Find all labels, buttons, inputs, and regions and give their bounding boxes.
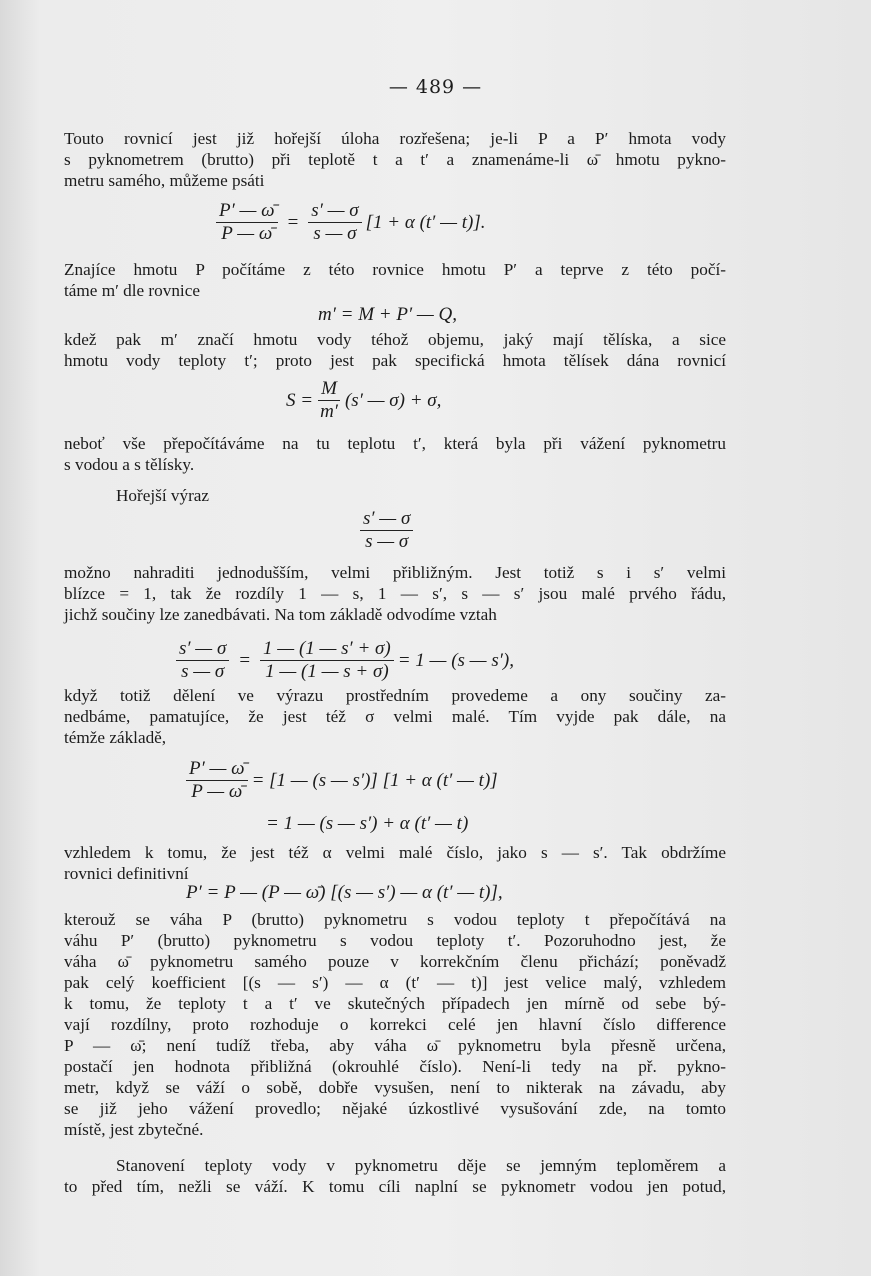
- equation-tail: [1 + α (t′ — t)].: [365, 211, 486, 233]
- text-line: váhu P′ (brutto) pyknometru s vodou teploty t′. Pozoruhodno jest, že: [64, 931, 726, 950]
- text-line: možno nahraditi jednodušším, velmi přibližným. Jest totiž s i s′ velmi: [64, 563, 726, 582]
- equation-text: m′ = M + P′ — Q,: [318, 304, 457, 325]
- text-line: Hořejší výraz: [116, 486, 210, 505]
- paragraph-7: [64, 685, 726, 748]
- text-line: postačí jen hodnota přibližná (okrouhlé číslo). Není-li tedy na př. pykno-: [64, 1057, 726, 1076]
- denominator: 1 — (1 — s + σ): [265, 661, 389, 682]
- equation-6: [182, 758, 498, 803]
- text-line: Touto rovnicí jest již hořejší úloha rozřešena; je-li P a P′ hmota vody: [64, 129, 726, 148]
- numerator: s′ — σ: [360, 508, 413, 531]
- denominator: m′: [320, 401, 338, 422]
- text-line: kdež pak m′ značí hmotu vody téhož objemu, jaký mají tělíska, a sice: [64, 330, 726, 349]
- equation-lhs: S =: [286, 389, 314, 411]
- text-line: k tomu, že teploty t a t′ ve skutečných případech jen mírně od sebe bý-: [64, 994, 726, 1013]
- denominator: P — ω̄: [221, 223, 273, 244]
- text-line: blízce = 1, tak že rozdíly 1 — s, 1 — s′, s — s′ jsou malé prvého řádu,: [64, 584, 726, 603]
- numerator: 1 — (1 — s′ + σ): [260, 638, 394, 661]
- text-line: vzhledem k tomu, že jest též α velmi malé číslo, jako s — s′. Tak obdržíme: [64, 843, 726, 862]
- numerator: P′ — ω̄: [216, 200, 278, 223]
- equation-4: [356, 508, 417, 553]
- text-line: to před tím, nežli se váží. K tomu cíli naplní se pyknometr vodou jen potud,: [64, 1177, 726, 1196]
- text-line: když totiž dělení ve výrazu prostředním provedeme a ony součiny za-: [64, 686, 726, 705]
- text-line: P — ω̄; není tudíž třeba, aby váha ω̄ pyknometru byla přesně určena,: [64, 1036, 726, 1055]
- equation-text: = 1 — (s — s′) + α (t′ — t): [266, 813, 469, 834]
- paragraph-3: [64, 329, 726, 371]
- numerator: P′ — ω̄: [186, 758, 248, 781]
- fraction: [260, 638, 394, 683]
- numerator: M: [318, 378, 340, 401]
- equation-tail: = [1 — (s — s′)] [1 + α (t′ — t)]: [251, 769, 498, 791]
- equation-5: [172, 638, 514, 683]
- denominator: P — ω̄: [191, 781, 243, 802]
- equation-text: P′ = P — (P — ω̄) [(s — s′) — α (t′ — t)],: [186, 882, 503, 903]
- equation-2: [318, 304, 457, 326]
- text-line: metr, když se váží o sobě, dobře vysušen, není to nikterak na závadu, aby: [64, 1078, 726, 1097]
- equation-8: [186, 882, 503, 904]
- fraction: [360, 508, 413, 553]
- text-line: témže základě,: [64, 728, 167, 747]
- text-line: nedbáme, pamatujíce, že jest též σ velmi malé. Tím vyjde pak dále, na: [64, 707, 726, 726]
- paragraph-4: [64, 433, 726, 475]
- fraction: [186, 758, 248, 803]
- fraction: [317, 378, 341, 423]
- text-line: s pyknometrem (brutto) při teplotě t a t′ a znamenáme-li ω̄ hmotu pykno-: [64, 150, 726, 169]
- paragraph-9: [64, 909, 726, 1140]
- text-line: neboť vše přepočítáváme na tu teplotu t′, která byla při vážení pyknometru: [64, 434, 726, 453]
- denominator: s — σ: [313, 223, 357, 244]
- text-line: Stanovení teploty vody v pyknometru děje se jemným teploměrem a: [116, 1156, 726, 1175]
- equation-tail: = 1 — (s — s′),: [397, 649, 514, 671]
- text-line: rovnici definitivní: [64, 864, 189, 883]
- fraction: [308, 200, 361, 245]
- paragraph-1: [64, 128, 726, 191]
- text-line: jichž součiny lze zanedbávati. Na tom základě odvodíme vztah: [64, 605, 497, 624]
- equation-7: [266, 813, 468, 835]
- paragraph-6: [64, 562, 726, 625]
- text-line: pak celý koefficient [(s — s′) — α (t′ — t)] jest velice malý, vzhledem: [64, 973, 726, 992]
- denominator: s — σ: [365, 531, 409, 552]
- paragraph-5: [64, 485, 726, 506]
- text-line: Znajíce hmotu P počítáme z této rovnice hmotu P′ a teprve z této počí-: [64, 260, 726, 279]
- text-line: s vodou a s tělísky.: [64, 455, 195, 474]
- text-line: hmotu vody teploty t′; proto jest pak specifická hmota tělísek dána rovnicí: [64, 351, 726, 370]
- text-line: vají rozdílny, proto rozhoduje o korrekci celé jen hlavní číslo difference: [64, 1015, 726, 1034]
- paragraph-10: [64, 1155, 726, 1197]
- text-line: metru samého, můžeme psáti: [64, 171, 265, 190]
- equation-3: [286, 378, 441, 423]
- equals-sign: =: [287, 211, 299, 233]
- text-line: kterouž se váha P (brutto) pyknometru s vodou teploty t přepočítává na: [64, 910, 726, 929]
- numerator: s′ — σ: [176, 638, 229, 661]
- text-line: váha ω̄ pyknometru samého pouze v korrekčním členu přichází; poněvadž: [64, 952, 726, 971]
- text-line: místě, jest zbytečné.: [64, 1120, 204, 1139]
- paragraph-8: [64, 842, 726, 884]
- denominator: s — σ: [181, 661, 225, 682]
- equation-1: [212, 200, 485, 245]
- numerator: s′ — σ: [308, 200, 361, 223]
- equals-sign: =: [239, 649, 251, 671]
- page-number: — 489 —: [388, 76, 483, 98]
- text-line: táme m′ dle rovnice: [64, 281, 200, 300]
- paragraph-2: [64, 259, 726, 301]
- fraction: [216, 200, 278, 245]
- fraction: [176, 638, 229, 683]
- equation-tail: (s′ — σ) + σ,: [344, 389, 442, 411]
- text-line: se již jeho vážení provedlo; nějaké úzkostlivé vysušování zde, na tomto: [64, 1099, 726, 1118]
